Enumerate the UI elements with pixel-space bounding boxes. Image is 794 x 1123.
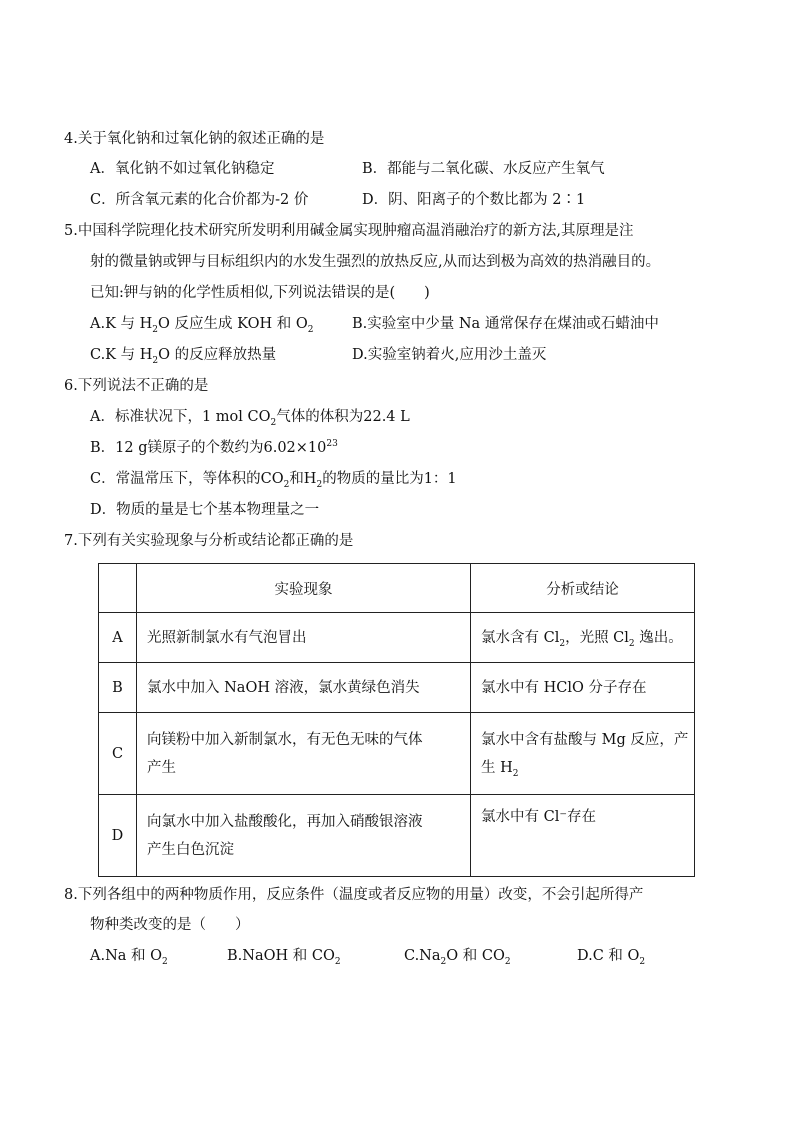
q8-d-sub: 2	[639, 956, 646, 967]
row-d-phenomenon-line2: 产生白色沉淀	[147, 841, 234, 858]
row-phenomenon	[137, 795, 471, 877]
q8-b-text: B.NaOH 和 CO	[227, 948, 335, 964]
q6-option-b	[90, 438, 338, 458]
q5-stem-line2: 射的微量钠或钾与目标组织内的水发生强烈的放热反应,从而达到极为高效的热消融目的。	[90, 254, 661, 270]
header-phenomenon: 实验现象	[137, 564, 471, 613]
row-d-phenomenon-line1: 向氯水中加入盐酸酸化，再加入硝酸银溶液	[147, 813, 423, 830]
row-c-phenomenon-line2: 产生	[147, 759, 176, 776]
q8-option-d	[577, 946, 645, 966]
q6-c-text2: 和H	[289, 471, 317, 487]
q5-c-sub: 2	[152, 355, 159, 366]
q8-c-text1: C.Na	[404, 948, 441, 964]
table-row	[99, 613, 695, 663]
row-conclusion	[471, 713, 695, 795]
q5-a-text2: O 反应生成 KOH 和 O	[158, 316, 308, 332]
q5-option-b: B.实验室中少量 Na 通常保存在煤油或石蜡油中	[352, 316, 659, 332]
row-c-conclusion-line1: 氯水中含有盐酸与 Mg 反应，产	[481, 731, 689, 748]
table-header-row	[99, 564, 695, 613]
q5-c-text2: O 的反应释放热量	[158, 347, 277, 363]
q8-option-a	[90, 946, 168, 966]
q8-c-text2: O 和 CO	[446, 948, 505, 964]
q6-option-c	[90, 469, 457, 489]
q4-option-b: B．都能与二氧化碳、水反应产生氧气	[362, 161, 605, 177]
q8-stem-line2: 物种类改变的是（ ）	[90, 917, 250, 933]
row-phenomenon: 氯水中加入 NaOH 溶液，氯水黄绿色消失	[137, 663, 471, 713]
q5-options-row2	[90, 345, 740, 365]
q8-options-row	[90, 946, 740, 966]
row-c-conclusion-line2	[481, 754, 694, 782]
row-conclusion	[471, 613, 695, 663]
q6-a-sub: 2	[270, 417, 277, 428]
row-a-conclusion-text1: 氯水含有 Cl	[481, 629, 560, 646]
row-key: D	[99, 795, 137, 877]
row-key: A	[99, 613, 137, 663]
q4-stem: 4.关于氧化钠和过氧化钠的叙述正确的是	[64, 131, 325, 147]
q6-b-sup: 23	[326, 439, 338, 450]
q4-options-row2	[90, 190, 740, 210]
q8-c-sub2: 2	[504, 956, 511, 967]
q4-option-c: C．所含氧元素的化合价都为-2 价	[90, 192, 309, 208]
table-row	[99, 663, 695, 713]
row-c-conclusion-text: 生 H	[481, 759, 513, 776]
q8-stem-line1: 8.下列各组中的两种物质作用，反应条件（温度或者反应物的用量）改变，不会引起所得产	[64, 887, 644, 903]
q5-c-text1: C.K 与 H	[90, 347, 153, 363]
header-conclusion: 分析或结论	[471, 564, 695, 613]
q7-stem: 7.下列有关实验现象与分析或结论都正确的是	[64, 533, 354, 549]
q6-c-sub2: 2	[316, 479, 323, 490]
q5-a-text1: A.K 与 H	[90, 316, 153, 332]
q6-a-text2: 气体的体积为22.4 L	[276, 409, 410, 425]
q4-option-d: D．阴、阳离子的个数比都为 2∶1	[362, 192, 586, 208]
q4-options-row1	[90, 159, 740, 179]
q6-c-text3: 的物质的量比为1：1	[322, 471, 457, 487]
row-key: C	[99, 713, 137, 795]
q6-option-a	[90, 407, 410, 427]
table-row	[99, 713, 695, 795]
q6-b-text: B．12 g镁原子的个数约为6.02×10	[90, 440, 327, 456]
q5-option-d: D.实验室钠着火,应用沙土盖灭	[352, 347, 547, 363]
q5-option-c	[90, 345, 276, 365]
row-phenomenon	[137, 713, 471, 795]
header-key-cell	[99, 564, 137, 613]
row-key: B	[99, 663, 137, 713]
q6-c-text1: C．常温常压下，等体积的CO	[90, 471, 284, 487]
row-conclusion: 氯水中有 Cl⁻存在	[471, 795, 695, 877]
row-c-phenomenon-line1: 向镁粉中加入新制氯水，有无色无味的气体	[147, 731, 423, 748]
q5-stem-line3: 已知:钾与钠的化学性质相似,下列说法错误的是( )	[90, 285, 430, 301]
q5-stem-line1: 5.中国科学院理化技术研究所发明利用碱金属实现肿瘤高温消融治疗的新方法,其原理是注	[64, 223, 634, 239]
q8-option-b	[227, 946, 341, 966]
q6-a-text1: A．标准状况下，1 mol CO	[90, 409, 271, 425]
q4-option-a: A．氧化钠不如过氧化钠稳定	[90, 161, 275, 177]
q5-options-row1	[90, 314, 740, 334]
q8-a-sub: 2	[162, 956, 168, 967]
q5-option-a	[90, 314, 313, 334]
row-c-conclusion-sub: 2	[512, 768, 519, 779]
row-a-conclusion-sub2: 2	[628, 638, 635, 649]
q6-option-d: D．物质的量是七个基本物理量之一	[90, 502, 320, 518]
q5-a-sub1: 2	[152, 324, 159, 335]
row-phenomenon: 光照新制氯水有气泡冒出	[137, 613, 471, 663]
row-conclusion: 氯水中有 HClO 分子存在	[471, 663, 695, 713]
row-a-conclusion-text3: 逸出。	[634, 629, 683, 646]
table-row	[99, 795, 695, 877]
row-a-conclusion-sub1: 2	[559, 638, 566, 649]
q8-c-sub1: 2	[440, 956, 447, 967]
q8-d-text: D.C 和 O	[577, 948, 640, 964]
q8-b-sub: 2	[334, 956, 341, 967]
q7-experiment-table	[98, 563, 695, 877]
q6-c-sub1: 2	[283, 479, 290, 490]
q5-a-sub2: 2	[307, 324, 314, 335]
q8-option-c	[404, 946, 511, 966]
q8-a-text: A.Na 和 O	[90, 948, 163, 964]
row-a-conclusion-text2: ，光照 Cl	[565, 629, 629, 646]
q6-stem: 6.下列说法不正确的是	[64, 378, 209, 394]
